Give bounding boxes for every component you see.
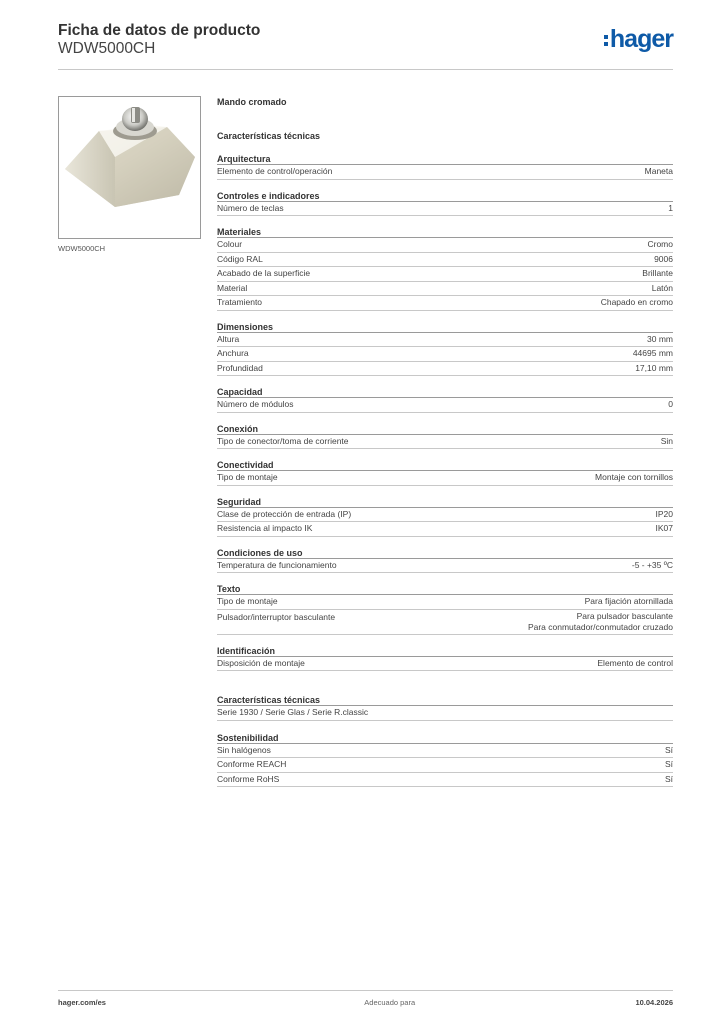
spec-label: Tratamiento bbox=[217, 297, 263, 307]
spec-value: 1 bbox=[668, 202, 673, 213]
spec-value: 9006 bbox=[654, 253, 673, 264]
spec-value: Chapado en cromo bbox=[600, 297, 673, 307]
footer-date: 10.04.2026 bbox=[635, 998, 673, 1007]
spec-group bbox=[217, 495, 673, 537]
spec-row bbox=[217, 398, 673, 413]
spec-group bbox=[217, 320, 673, 377]
sustainability-rows bbox=[217, 744, 673, 788]
spec-row bbox=[217, 296, 673, 311]
spec-group-title: Arquitectura bbox=[217, 152, 673, 165]
spec-row bbox=[217, 347, 673, 362]
spec-value: IP20 bbox=[655, 508, 673, 519]
product-reference: WDW5000CH bbox=[58, 40, 156, 57]
logo-text: hager bbox=[609, 25, 673, 53]
logo-colon-icon bbox=[604, 35, 608, 46]
spec-label: Resistencia al impacto IK bbox=[217, 523, 313, 533]
spec-value: Latón bbox=[651, 282, 673, 293]
spec-row bbox=[217, 559, 673, 574]
page-title: Ficha de datos de producto bbox=[58, 22, 261, 39]
spec-group-title: Materiales bbox=[217, 225, 673, 238]
hager-logo bbox=[604, 26, 673, 52]
spec-group-title: Controles e indicadores bbox=[217, 189, 673, 202]
spec-value: Maneta bbox=[644, 166, 673, 176]
spec-row bbox=[217, 610, 673, 635]
spec-row bbox=[217, 595, 673, 610]
spec-group-title: Conexión bbox=[217, 422, 673, 435]
spec-value: 30 mm bbox=[647, 333, 673, 344]
spec-group bbox=[217, 458, 673, 486]
spec-label: Código RAL bbox=[217, 253, 263, 264]
spec-value: Elemento de control bbox=[597, 657, 673, 668]
spec-label: Pulsador/interruptor basculante bbox=[217, 611, 336, 622]
spec-label: Número de módulos bbox=[217, 399, 294, 409]
spec-label: Altura bbox=[217, 333, 240, 344]
spec-row bbox=[217, 333, 673, 348]
spec-value-line: Para pulsador basculante bbox=[576, 610, 673, 621]
spec-group bbox=[217, 152, 673, 180]
spec-group-title: Dimensiones bbox=[217, 320, 673, 333]
spec-row bbox=[217, 773, 673, 788]
spec-group bbox=[217, 385, 673, 413]
spec-label: Tipo de conector/toma de corriente bbox=[217, 435, 349, 446]
spec-value: 17,10 mm bbox=[635, 362, 673, 373]
spec-value bbox=[528, 611, 673, 633]
spec-group-title: Texto bbox=[217, 582, 673, 595]
spec-label: Elemento de control/operación bbox=[217, 166, 333, 176]
spec-value: Sin bbox=[660, 435, 673, 446]
spec-group bbox=[217, 582, 673, 635]
spec-row bbox=[217, 471, 673, 486]
spec-row bbox=[217, 758, 673, 773]
spec-value: Sí bbox=[664, 773, 673, 784]
spec-value: 0 bbox=[668, 399, 673, 409]
page-footer bbox=[58, 990, 673, 1007]
chrome-knob-illustration bbox=[59, 97, 200, 238]
spec-value-line: Para conmutador/conmutador cruzado bbox=[527, 621, 673, 632]
spec-row bbox=[217, 202, 673, 217]
spec-content bbox=[217, 96, 673, 787]
spec-group-title: Seguridad bbox=[217, 495, 673, 508]
spec-label: Tipo de montaje bbox=[217, 472, 278, 482]
spec-label: Sin halógenos bbox=[217, 744, 271, 755]
spec-group-title: Capacidad bbox=[217, 385, 673, 398]
spec-label: Conforme RoHS bbox=[217, 773, 280, 784]
spec-label: Conforme REACH bbox=[217, 759, 287, 769]
spec-label: Anchura bbox=[217, 348, 249, 358]
spec-row bbox=[217, 744, 673, 759]
spec-label: Disposición de montaje bbox=[217, 657, 305, 668]
spec-group-title: Condiciones de uso bbox=[217, 546, 673, 559]
spec-label: Tipo de montaje bbox=[217, 596, 278, 606]
spec-group-title: Identificación bbox=[217, 644, 673, 657]
product-image bbox=[58, 96, 201, 239]
footer-center-text: Adecuado para bbox=[364, 998, 416, 1007]
spec-group bbox=[217, 189, 673, 217]
spec-value: Para fijación atornillada bbox=[584, 596, 673, 606]
spec-groups bbox=[217, 152, 673, 671]
spec-value: -5 - +35 ºC bbox=[631, 559, 673, 570]
spec-row bbox=[217, 435, 673, 450]
spec-value: Cromo bbox=[647, 239, 673, 249]
spec-value: 44695 mm bbox=[632, 348, 673, 358]
footer-website-link[interactable]: hager.com/es bbox=[58, 998, 106, 1007]
spec-row bbox=[217, 657, 673, 672]
section-heading-technical: Características técnicas bbox=[217, 131, 321, 141]
spec-row bbox=[217, 253, 673, 268]
spec-group-title: Conectividad bbox=[217, 458, 673, 471]
spec-row bbox=[217, 238, 673, 253]
spec-value: Montaje con tornillos bbox=[595, 472, 673, 482]
series-heading: Características técnicas bbox=[217, 693, 673, 706]
spec-row bbox=[217, 508, 673, 523]
spec-label: Número de teclas bbox=[217, 202, 284, 213]
spec-label: Acabado de la superficie bbox=[217, 268, 311, 278]
image-caption: WDW5000CH bbox=[58, 244, 106, 253]
sustainability-heading: Sostenibilidad bbox=[217, 731, 673, 744]
spec-group bbox=[217, 225, 673, 311]
product-name: Mando cromado bbox=[217, 97, 287, 107]
series-value: Serie 1930 / Serie Glas / Serie R.classic bbox=[217, 707, 369, 717]
spec-label: Clase de protección de entrada (IP) bbox=[217, 508, 352, 519]
page-header bbox=[58, 22, 673, 70]
spec-label: Profundidad bbox=[217, 362, 263, 373]
spec-row bbox=[217, 267, 673, 282]
spec-label: Material bbox=[217, 282, 248, 293]
spec-row bbox=[217, 522, 673, 537]
spec-group bbox=[217, 644, 673, 672]
spec-row bbox=[217, 282, 673, 297]
spec-group bbox=[217, 546, 673, 574]
series-row bbox=[217, 706, 673, 721]
spec-value: Sí bbox=[664, 759, 673, 769]
spec-group bbox=[217, 422, 673, 450]
spec-label: Colour bbox=[217, 239, 243, 249]
spec-value: Sí bbox=[664, 744, 673, 755]
spec-value: IK07 bbox=[655, 523, 673, 533]
spec-row bbox=[217, 362, 673, 377]
spec-label: Temperatura de funcionamiento bbox=[217, 559, 337, 570]
spec-value: Brillante bbox=[642, 268, 673, 278]
spec-row bbox=[217, 165, 673, 180]
